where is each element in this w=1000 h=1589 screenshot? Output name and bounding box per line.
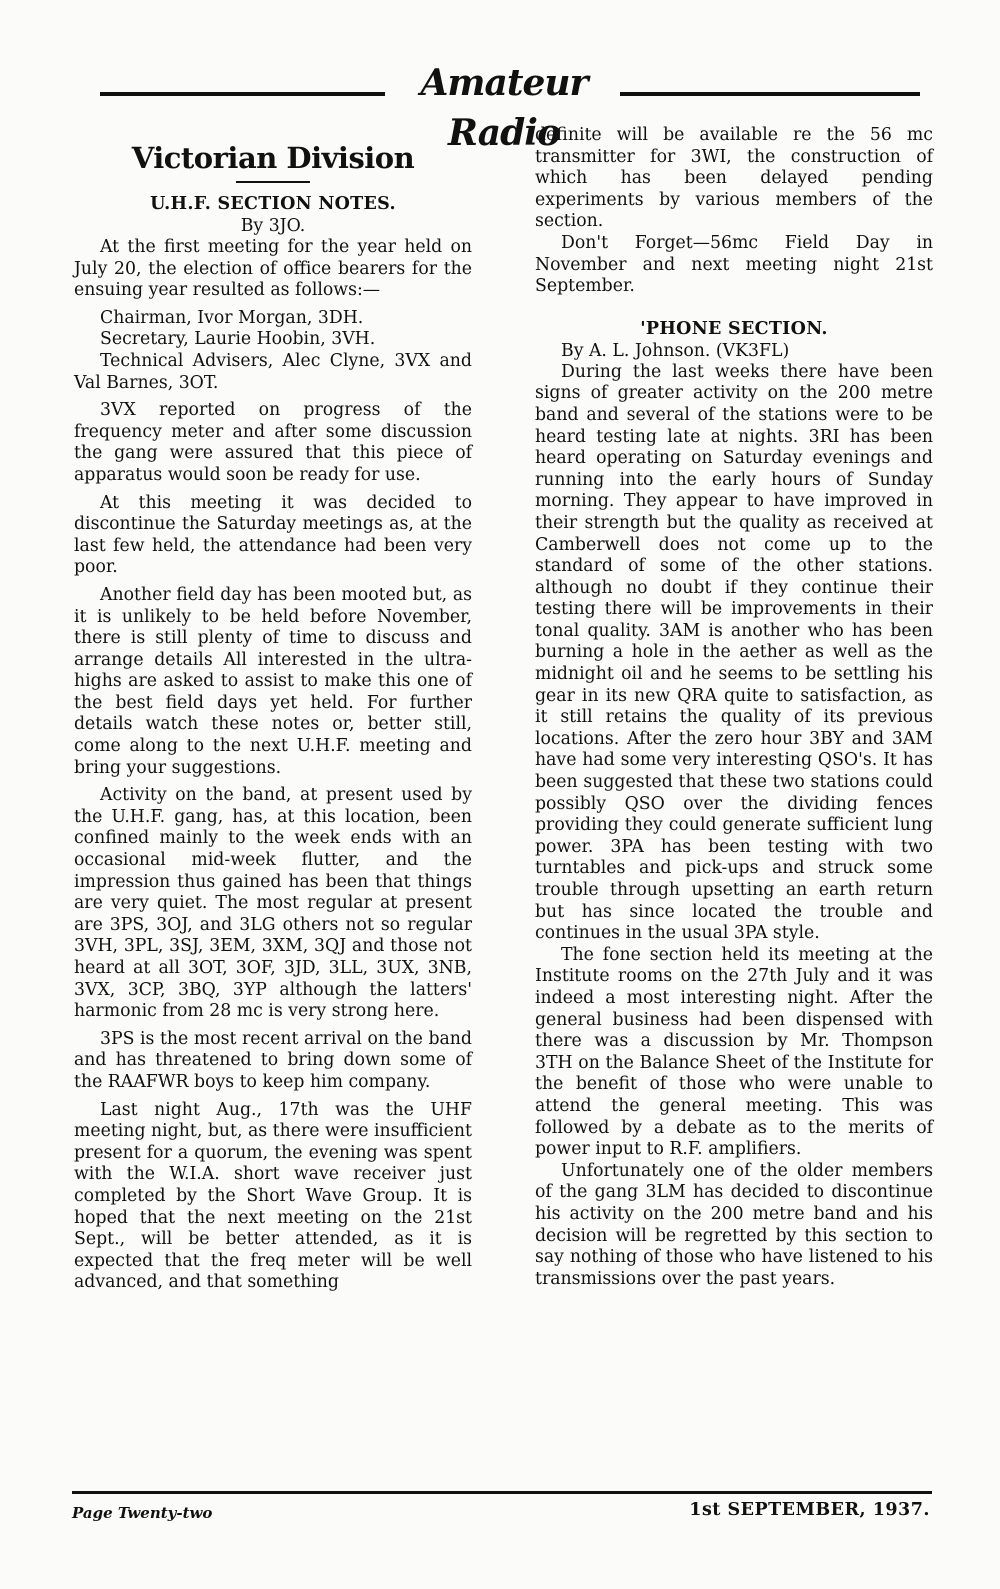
- masthead-rule-right: [620, 92, 920, 96]
- article-paragraph: Another field day has been mooted but, as it is unlikely to be held before November, there is still plenty of time to discuss and arrange details All interested in the ultra-highs are asked to assist to make this one of the best field days yet held. For further details watch these notes or, better still, come along to the next U.H.F. meeting and bring your suggestions.: [74, 584, 472, 778]
- right-column: [535, 125, 933, 1290]
- article-paragraph: definite will be available re the 56 mc transmitter for 3WI, the construction of which has been delayed pending experiments by various members of the section.: [535, 125, 933, 232]
- article-paragraph: At the first meeting for the year held on July 20, the election of office bearers for the ensuing year resulted as follows:—: [74, 237, 472, 301]
- article-paragraph: Don't Forget—56mc Field Day in November and next meeting night 21st September.: [535, 232, 933, 297]
- byline-uhf: By 3JO.: [240, 216, 306, 236]
- article-paragraph: The fone section held its meeting at the Institute rooms on the 27th July and it was indeed a most interesting night. After the general business had been dispensed with there was a discussion by Mr. Thompson 3TH on the Balance Sheet of the Institute for the benefit of those who were unable to attend the general meeting. This was followed by a debate as to the merits of power input to R.F. amplifiers.: [535, 944, 933, 1160]
- article-paragraph: During the last weeks there have been signs of greater activity on the 200 metre band and several of the stations were to be heard testing late at nights. 3RI has been heard operating on Saturday evenings and running into the early hours of Sunday morning. They appear to have improved in their strength but the quality as received at Camberwell does not come up to the standard of some of the other stations. although no doubt if they continue their testing there will be improvements in their tonal quality. 3AM is another who has been burning a hole in the aether as well as the midnight oil and he seems to be settling his gear in its new QRA quite to satisfaction, as it still retains the quality of its previous locations. After the zero hour 3BY and 3AM have had some very interesting QSO's. It has been suggested that these two stations could possibly QSO over the dividing fences providing they could generate sufficient lung power. 3PA has been testing with two turntables and pick-ups and struck some trouble through upsetting an earth return but has since located the trouble and continues in the usual 3PA style.: [535, 361, 933, 944]
- article-paragraph: 3PS is the most recent arrival on the band and has threatened to bring down some of the RAAFWR boys to keep him company.: [74, 1028, 472, 1092]
- officer-line: Secretary, Laurie Hoobin, 3VH.: [100, 329, 376, 350]
- title-divider: [236, 181, 310, 183]
- masthead-rule-left: [100, 92, 385, 96]
- section-heading-uhf: U.H.F. SECTION NOTES.: [150, 194, 396, 214]
- masthead: [100, 58, 920, 154]
- footer-rule: [72, 1491, 932, 1494]
- left-column: [74, 125, 472, 1294]
- byline-phone: By A. L. Johnson. (VK3FL): [561, 340, 790, 361]
- article-paragraph: Last night Aug., 17th was the UHF meeting night, but, as there were insufficient present for a quorum, the evening was spent with the W.I.A. short wave receiver just completed by the Short Wave Group. It is hoped that the next meeting on the 21st Sept., will be better attended, as it is expected that the freq meter will be well advanced, and that something: [74, 1099, 472, 1293]
- masthead-logo: Amateur Radio: [420, 62, 588, 154]
- article-paragraph: Activity on the band, at present used by the U.H.F. gang, has, at this location, been confined mainly to the week ends with an occasional mid-week flutter, and the impression thus gained has been that things are very quiet. The most regular at present are 3PS, 3OJ, and 3LG others not so regular 3VH, 3PL, 3SJ, 3EM, 3XM, 3QJ and those not heard at all 3OT, 3OF, 3JD, 3LL, 3UX, 3NB, 3VX, 3CP, 3BQ, 3YP although the latters' harmonic from 28 mc is very strong here.: [74, 785, 472, 1022]
- issue-date: 1st SEPTEMBER, 1937.: [689, 1500, 930, 1520]
- article-paragraph: 3VX reported on progress of the frequency meter and after some discussion the gang were assured that this piece of apparatus would soon be ready for use.: [74, 400, 472, 485]
- article-paragraph: At this meeting it was decided to discontinue the Saturday meetings as, at the last few held, the attendance had been very poor.: [74, 492, 472, 578]
- page-title: Victorian Division: [131, 141, 415, 175]
- section-heading-phone: 'PHONE SECTION.: [640, 318, 828, 339]
- page-number: Page Twenty-two: [72, 1504, 213, 1522]
- officer-line: Technical Advisers, Alec Clyne, 3VX and Val Barnes, 3OT.: [74, 350, 472, 393]
- officer-line: Chairman, Ivor Morgan, 3DH.: [100, 307, 364, 328]
- article-paragraph: Unfortunately one of the older members of the gang 3LM has decided to discontinue his activity on the 200 metre band and his decision will be regretted by this section to say nothing of those who have listened to his transmissions over the past years.: [535, 1160, 933, 1289]
